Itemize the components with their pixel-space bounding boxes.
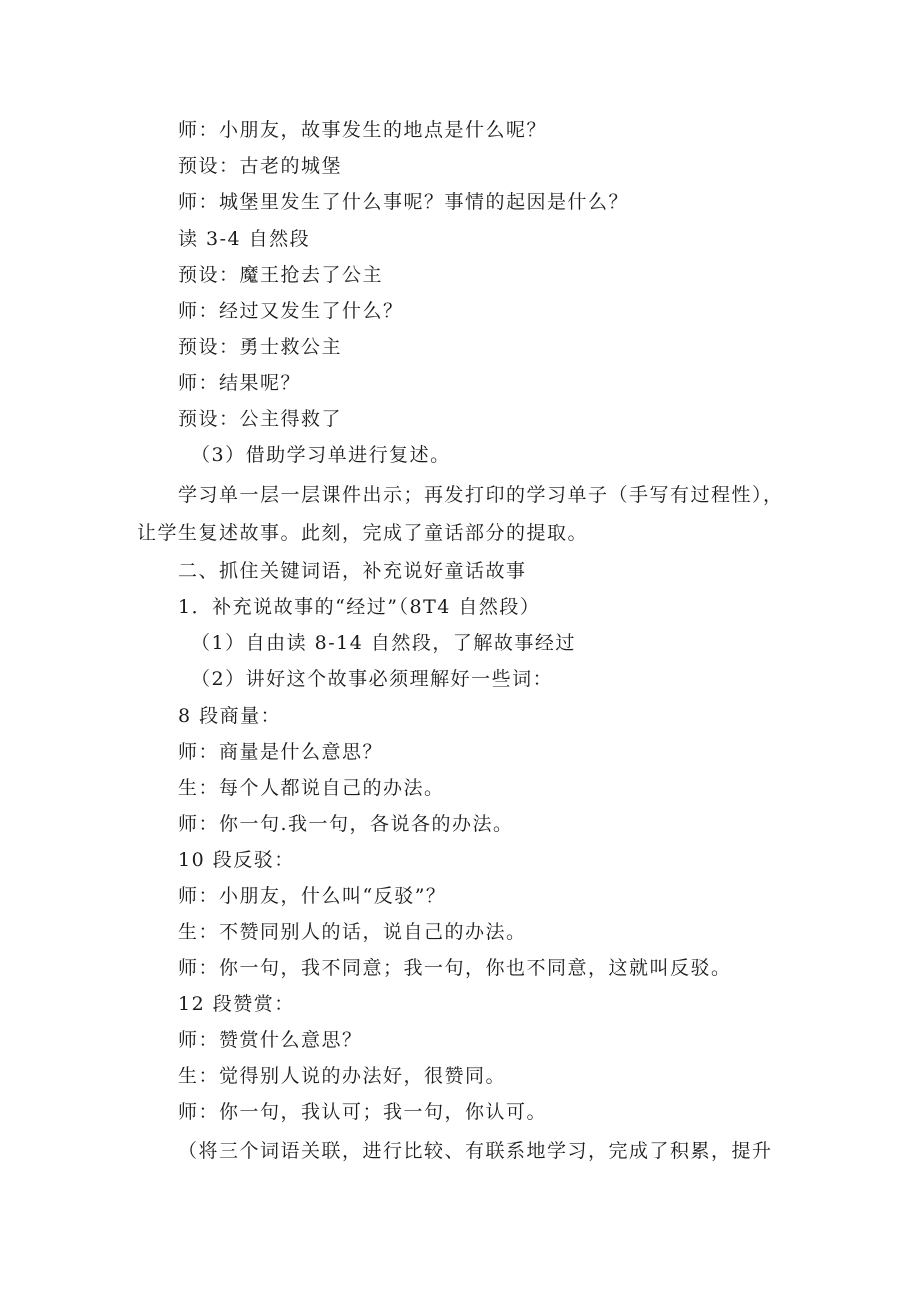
- text-line: 预设：公主得救了: [178, 408, 343, 430]
- text-line: 生：不赞同别人的话，说自己的办法。: [178, 921, 527, 943]
- text-line: 师：商量是什么意思？: [178, 741, 384, 763]
- text-line: 预设：勇士救公主: [178, 336, 343, 358]
- section-heading: 二、抓住关键词语，补充说好童话故事: [178, 560, 527, 582]
- text-line: 师：你一句，我认可；我一句，你认可。: [178, 1101, 548, 1123]
- text-line: 师：你一句，我不同意；我一句，你也不同意，这就叫反驳。: [178, 957, 732, 979]
- text-line: 生：觉得别人说的办法好，很赞同。: [178, 1065, 507, 1087]
- text-line: 预设：古老的城堡: [178, 155, 343, 177]
- text-line: 生：每个人都说自己的办法。: [178, 777, 445, 799]
- text-line: 10 段反驳：: [178, 849, 295, 871]
- text-line: 预设：魔王抢去了公主: [178, 264, 384, 286]
- text-line: 师：小朋友，什么叫“反驳”？: [178, 885, 447, 907]
- text-line: （2）讲好这个故事必须理解好一些词：: [191, 668, 554, 690]
- text-line: 师：你一句.我一句，各说各的办法。: [178, 813, 514, 835]
- text-line: 让学生复述故事。此刻，完成了童话部分的提取。: [137, 522, 589, 544]
- text-line: 师：赞赏什么意思？: [178, 1029, 363, 1051]
- text-line: 师：小朋友，故事发生的地点是什么呢？: [178, 119, 548, 141]
- subsection-heading: 1．补充说故事的“经过”（8T4 自然段）: [178, 596, 541, 618]
- text-line: 12 段赞赏：: [178, 993, 295, 1015]
- text-line: （3）借助学习单进行复述。: [191, 444, 451, 466]
- text-line: 师：经过又发生了什么？: [178, 300, 404, 322]
- text-line: （1）自由读 8-14 自然段，了解故事经过: [191, 632, 576, 654]
- text-line: 学习单一层一层课件出示；再发打印的学习单子（手写有过程性），: [178, 484, 784, 506]
- text-line: 8 段商量：: [178, 705, 282, 727]
- text-line: 师：城堡里发生了什么事呢？事情的起因是什么？: [178, 191, 630, 213]
- text-line: （将三个词语关联，进行比较、有联系地学习，完成了积累，提升: [178, 1140, 773, 1162]
- text-line: 读 3-4 自然段: [178, 228, 311, 250]
- text-line: 师：结果呢？: [178, 372, 302, 394]
